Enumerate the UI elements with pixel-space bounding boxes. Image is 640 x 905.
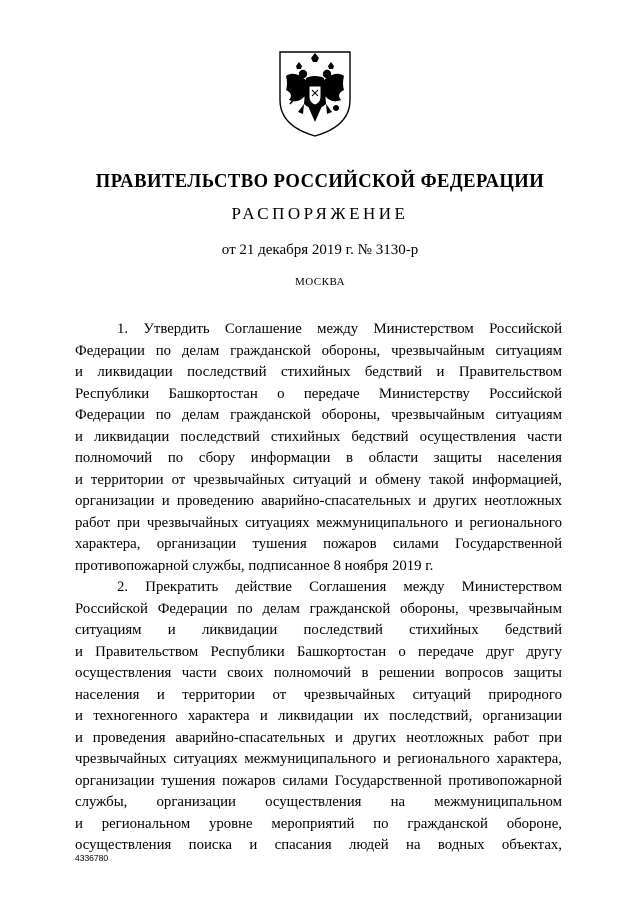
text-line: организации тушения пожаров силами Государственной противопожарной	[75, 772, 562, 789]
document-date-number: от 21 декабря 2019 г. № 3130-р	[221, 242, 419, 258]
text-line: 2. Прекратить действие Соглашения между Министерством	[117, 579, 562, 595]
text-line: и Правительством Республики Башкортостан о передаче друг другу	[75, 643, 562, 660]
document-code: 4336780	[75, 853, 109, 863]
text-line: Российской Федерации по делам гражданской обороны, чрезвычайным	[75, 600, 562, 617]
paragraph-2	[75, 577, 562, 857]
text-line: противопожарной службы, подписанное 8 ноября 2019 г.	[75, 557, 434, 574]
text-line: 1. Утвердить Соглашение между Министерством Российской	[117, 321, 562, 337]
text-line: полномочий по сбору информации в области защиты населения	[75, 450, 562, 466]
text-line: Федерации по делам гражданской обороны, чрезвычайным ситуациям	[75, 342, 562, 359]
text-line: населения и территории от чрезвычайных ситуаций природного	[75, 686, 562, 703]
text-line: и техногенного характера и ликвидации их последствий, организации	[75, 708, 562, 724]
text-line: характера, организации тушения пожаров силами Государственной	[75, 536, 562, 552]
government-title: ПРАВИТЕЛЬСТВО РОССИЙСКОЙ ФЕДЕРАЦИИ	[95, 170, 545, 192]
russian-coat-of-arms-icon	[272, 48, 358, 138]
document-body	[75, 319, 562, 857]
text-line: чрезвычайных ситуациях межмуниципального и регионального характера,	[75, 751, 562, 767]
document-city: МОСКВА	[294, 276, 346, 288]
text-line: Республики Башкортостан о передаче Министерству Российской	[75, 385, 562, 402]
document-type: РАСПОРЯЖЕНИЕ	[231, 204, 409, 223]
text-line: работ при чрезвычайных ситуациях межмуниципального и регионального	[75, 514, 562, 531]
text-line: службы, организации осуществления на межмуниципальном	[75, 794, 562, 810]
text-line: ситуациям и ликвидации последствий стихийных бедствий	[75, 622, 562, 638]
text-line: Федерации по делам гражданской обороны, чрезвычайным ситуациям	[75, 407, 562, 423]
paragraph-1	[75, 319, 562, 577]
text-line: и ликвидации последствий стихийных бедствий и Правительством	[75, 364, 562, 380]
text-line: и ликвидации последствий стихийных бедствий осуществления части	[75, 428, 562, 445]
text-line: организации и проведению аварийно-спасательных и других неотложных	[75, 493, 562, 509]
text-line: и региональном уровне мероприятий по гражданской обороне,	[75, 815, 562, 832]
text-line: осуществления части своих полномочий в решении вопросов защиты	[75, 665, 562, 681]
text-line: и территории от чрезвычайных ситуаций и обмену такой информацией,	[75, 471, 562, 488]
text-line: осуществления поиска и спасания людей на водных объектах,	[75, 837, 562, 853]
text-line: и проведения аварийно-спасательных и других неотложных работ при	[75, 729, 562, 746]
